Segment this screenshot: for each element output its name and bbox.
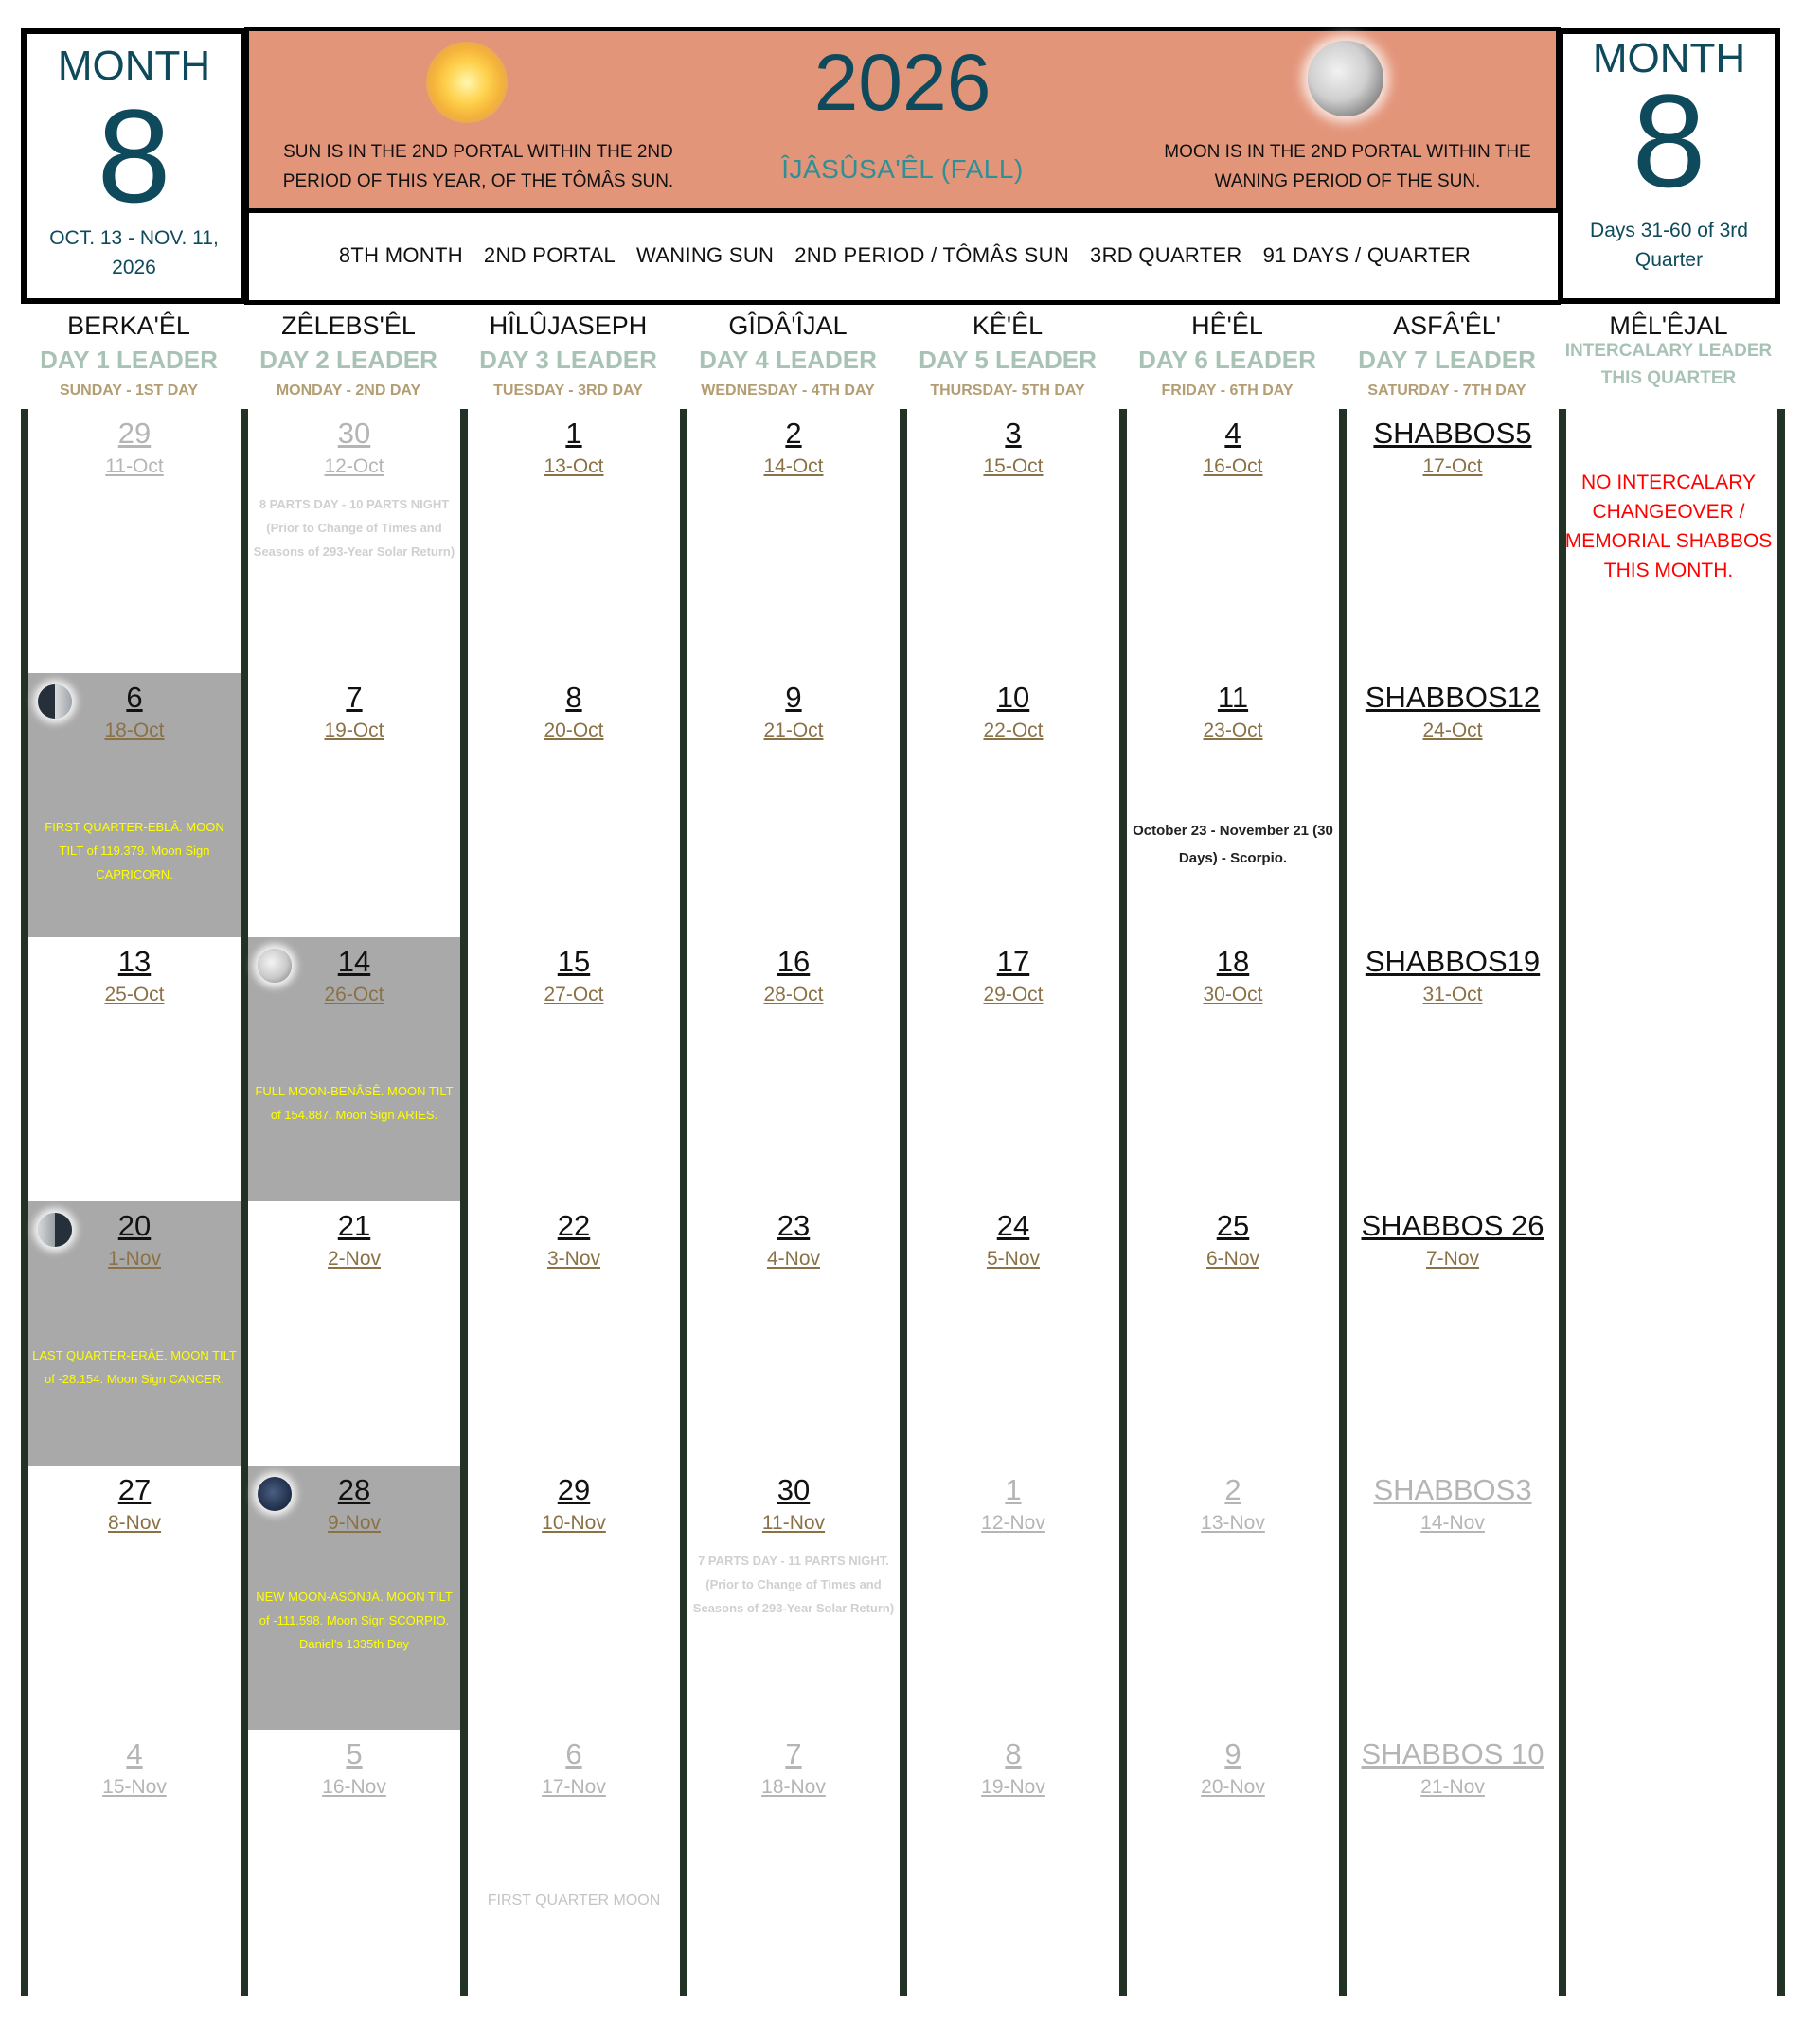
day-name: HÎLÛJASEPH [489,311,648,340]
day-cell[interactable] [907,937,1119,1201]
gregorian-date[interactable]: 20-Oct [544,720,604,741]
gregorian-date[interactable]: 22-Oct [983,720,1044,741]
day-cell[interactable] [248,937,460,1201]
month-info-row [244,210,1561,305]
day-number[interactable]: 8 [565,681,582,714]
day-note: FIRST QUARTER-EBLÂ. MOON TILT of 119.379. Moon Sign CAPRICORN. [45,820,224,881]
day-cell[interactable] [28,1466,241,1730]
gregorian-date[interactable]: 25-Oct [104,984,165,1005]
gregorian-date[interactable]: 14-Nov [1420,1512,1485,1534]
gregorian-date[interactable]: 4-Nov [766,1248,821,1270]
day-number[interactable]: 11 [1217,681,1249,714]
day-leader: DAY 7 LEADER [1358,346,1536,374]
gregorian-date[interactable]: 8-Nov [107,1512,162,1534]
gregorian-date[interactable]: 12-Nov [981,1512,1045,1534]
day-cell[interactable] [468,1201,680,1466]
day-note: LAST QUARTER-ERÂE. MOON TILT of -28.154. Moon Sign CANCER. [32,1348,237,1386]
day-number[interactable]: 16 [777,945,811,978]
month-date-range: OCT. 13 - NOV. 11, 2026 [49,227,219,278]
column-divider [680,409,687,1996]
day-cell[interactable] [248,1201,460,1466]
day-number[interactable]: 4 [1224,417,1241,450]
gregorian-date[interactable]: 16-Nov [322,1776,386,1798]
sun-portal-text: SUN IS IN THE 2ND PORTAL WITHIN THE 2ND PERIOD OF THIS YEAR, OF THE TÔMÂS SUN. [282,142,674,191]
day-number[interactable]: SHABBOS5 [1373,417,1532,450]
gregorian-date[interactable]: 19-Nov [981,1776,1045,1798]
day-number[interactable]: 2 [1224,1473,1241,1506]
day-header [678,309,898,405]
day-cell[interactable] [907,1466,1119,1730]
day-note: FIRST QUARTER MOON [487,1893,661,1909]
day-number[interactable]: 23 [777,1209,811,1242]
day-number[interactable]: 10 [996,681,1030,714]
day-leader: DAY 3 LEADER [479,346,657,374]
day-leader: DAY 2 LEADER [259,346,437,374]
gregorian-date[interactable]: 24-Oct [1422,720,1483,741]
day-number[interactable]: 14 [337,945,371,978]
day-cell[interactable] [248,409,460,673]
day-cell[interactable] [1127,937,1339,1201]
info-month: 8TH MONTH [338,242,463,267]
gregorian-date[interactable]: 17-Nov [542,1776,606,1798]
day-cell[interactable] [1127,1201,1339,1466]
gregorian-date[interactable]: 9-Nov [327,1512,382,1534]
day-cell[interactable] [248,673,460,937]
gregorian-date[interactable]: 11-Oct [105,455,164,477]
day-number[interactable]: SHABBOS3 [1373,1473,1532,1506]
month-label: MONTH [57,43,211,89]
day-leader: DAY 4 LEADER [699,346,877,374]
day-cell[interactable] [28,1730,241,1994]
intercalary-note: NO INTERCALARY CHANGEOVER / MEMORIAL SHABBOS THIS MONTH. [1564,471,1773,581]
day-number[interactable]: 18 [1216,945,1250,978]
day-cell[interactable] [1347,1466,1559,1730]
day-number[interactable]: 29 [557,1473,591,1506]
day-note: FULL MOON-BENÂSÊ. MOON TILT of 154.887. Moon Sign ARIES. [255,1084,454,1122]
gregorian-date[interactable]: 16-Oct [1203,455,1263,477]
day-cell[interactable] [468,673,680,937]
last-quarter-moon-icon [38,1213,72,1247]
month-number: 8 [97,81,171,230]
day-leader: DAY 5 LEADER [919,346,1097,374]
day-number[interactable]: 20 [117,1209,152,1242]
season-label: ÎJÂSÛSA'ÊL (FALL) [781,154,1024,184]
day-number[interactable]: 22 [557,1209,591,1242]
intercalary-leader-text: INTERCALARY LEADER THIS QUARTER [1564,341,1773,388]
month-label: MONTH [1592,35,1746,81]
day-cell[interactable] [1347,937,1559,1201]
year-title: 2026 [813,38,991,127]
day-number[interactable]: 6 [126,681,143,714]
gregorian-date[interactable]: 13-Oct [544,455,604,477]
day-cell[interactable] [28,409,241,673]
day-number[interactable]: 29 [117,417,152,450]
day-leader: DAY 6 LEADER [1138,346,1316,374]
day-name: HÊ'ÊL [1191,311,1263,340]
day-cell[interactable] [907,409,1119,673]
gregorian-date[interactable]: 20-Nov [1201,1776,1265,1798]
gregorian-date[interactable]: 1-Nov [107,1248,162,1270]
day-number[interactable]: 5 [346,1737,363,1770]
day-leader: DAY 1 LEADER [40,346,218,374]
day-number[interactable]: 3 [1005,417,1022,450]
gregorian-date[interactable]: 15-Oct [983,455,1044,477]
day-cell[interactable] [687,673,900,937]
day-cell[interactable] [1347,673,1559,937]
gregorian-date[interactable]: 7-Nov [1425,1248,1480,1270]
info-days-per-quarter: 91 DAYS / QUARTER [1262,242,1472,267]
day-weekday: FRIDAY - 6TH DAY [1161,382,1294,399]
column-divider [1777,409,1785,1996]
gregorian-date[interactable]: 2-Nov [327,1248,382,1270]
gregorian-date[interactable]: 23-Oct [1203,720,1263,741]
column-divider [460,409,468,1996]
day-cell[interactable] [28,673,241,937]
info-portal: 2ND PORTAL [483,242,616,267]
day-number[interactable]: 21 [337,1209,371,1242]
day-cell[interactable] [1347,1730,1559,1994]
info-sun-phase: WANING SUN [636,242,775,267]
gregorian-date[interactable]: 17-Oct [1422,455,1483,477]
day-number[interactable]: 28 [337,1473,371,1506]
gregorian-date[interactable]: 18-Oct [104,720,165,741]
first-quarter-moon-icon [38,684,72,719]
day-weekday: TUESDAY - 3RD DAY [493,382,643,399]
month-box-right [1558,28,1780,304]
day-cell[interactable] [687,937,900,1201]
day-header [898,309,1117,405]
gregorian-date[interactable]: 18-Nov [761,1776,826,1798]
column-divider [1559,409,1566,1996]
gregorian-date[interactable]: 29-Oct [983,984,1044,1005]
day-weekday: MONDAY - 2ND DAY [276,382,421,399]
gregorian-date[interactable]: 5-Nov [986,1248,1041,1270]
day-cell[interactable] [1347,1201,1559,1466]
day-number[interactable]: 4 [126,1737,143,1770]
gregorian-date[interactable]: 3-Nov [546,1248,601,1270]
day-weekday: SUNDAY - 1ST DAY [59,382,199,399]
gregorian-date[interactable]: 14-Oct [763,455,824,477]
day-number[interactable]: SHABBOS19 [1365,945,1541,978]
gregorian-date[interactable]: 6-Nov [1205,1248,1260,1270]
info-period: 2ND PERIOD / TÔMÂS SUN [794,242,1070,267]
quarter-days-range: Days 31-60 of 3rd Quarter [1590,220,1748,271]
day-number[interactable]: 7 [346,681,363,714]
moon-portal-text: MOON IS IN THE 2ND PORTAL WITHIN THE WANING PERIOD OF THE SUN. [1164,142,1531,191]
day-number[interactable]: 1 [1005,1473,1022,1506]
day-cell[interactable] [248,1466,460,1730]
full-moon-icon [258,949,292,983]
day-cell[interactable] [687,1730,900,1994]
day-number[interactable]: 8 [1005,1737,1022,1770]
gregorian-date[interactable]: 21-Nov [1420,1776,1485,1798]
day-cell[interactable] [1127,1730,1339,1994]
day-cell[interactable] [1127,1466,1339,1730]
day-number[interactable]: 30 [337,417,371,450]
day-number[interactable]: 13 [117,945,152,978]
day-number[interactable]: 24 [996,1209,1030,1242]
day-number[interactable]: 1 [565,417,582,450]
day-name: GÎDÂ'ÎJAL [728,311,848,340]
day-number[interactable]: 9 [785,681,802,714]
gregorian-date[interactable]: 21-Oct [763,720,824,741]
day-cell[interactable] [468,937,680,1201]
intercalary-name: MÊL'ÊJAL [1609,311,1728,340]
day-header [1337,309,1557,405]
day-number[interactable]: 15 [557,945,591,978]
day-cell[interactable] [248,1730,460,1994]
day-weekday: WEDNESDAY - 4TH DAY [701,382,875,399]
day-note: October 23 - November 21 (30 Days) - Scorpio. [1133,823,1333,866]
day-name: BERKA'ÊL [67,311,190,340]
gregorian-date[interactable]: 30-Oct [1203,984,1263,1005]
column-divider [21,409,28,1996]
day-cell[interactable] [468,409,680,673]
day-note: NEW MOON-ASÔNJÂ. MOON TILT of -111.598. Moon Sign SCORPIO. Daniel's 1335th Day [256,1590,453,1651]
day-note: 7 PARTS DAY - 11 PARTS NIGHT. (Prior to Change of Times and Seasons of 293-Year Solar Return) [692,1554,895,1615]
gregorian-date[interactable]: 26-Oct [324,984,384,1005]
day-number[interactable]: 9 [1224,1737,1241,1770]
day-cell[interactable] [468,1466,680,1730]
day-cell[interactable] [1347,409,1559,673]
new-moon-icon [258,1477,292,1511]
gregorian-date[interactable]: 19-Oct [324,720,384,741]
gregorian-date[interactable]: 10-Nov [542,1512,606,1534]
gregorian-date[interactable]: 12-Oct [324,455,384,477]
day-number[interactable]: 17 [996,945,1030,978]
gregorian-date[interactable]: 27-Oct [544,984,604,1005]
day-cell[interactable] [907,673,1119,937]
day-note: 8 PARTS DAY - 10 PARTS NIGHT (Prior to Change of Times and Seasons of 293-Year Solar Return) [253,497,455,559]
day-header [19,309,239,405]
day-name: ZÊLEBS'ÊL [281,311,416,340]
gregorian-date[interactable]: 11-Nov [761,1512,826,1534]
day-name: KÊ'ÊL [972,311,1044,340]
day-header [1117,309,1337,405]
day-number[interactable]: 30 [777,1473,811,1506]
month-box-left [21,28,247,304]
day-cell[interactable] [28,937,241,1201]
month-number: 8 [1632,66,1706,215]
column-divider [241,409,248,1996]
day-number[interactable]: SHABBOS 10 [1361,1737,1544,1770]
intercalary-header [1562,309,1775,398]
day-number[interactable]: 7 [785,1737,802,1770]
day-cell[interactable] [687,1201,900,1466]
day-number[interactable]: SHABBOS 26 [1361,1209,1544,1242]
column-divider [1119,409,1127,1996]
day-name: ASFÂ'ÊL' [1393,311,1501,340]
info-quarter: 3RD QUARTER [1090,242,1242,267]
day-number[interactable]: 2 [785,417,802,450]
day-cell[interactable] [28,1201,241,1466]
gregorian-date[interactable]: 15-Nov [102,1776,167,1798]
header-banner [244,27,1561,213]
day-cell[interactable] [1127,673,1339,937]
gregorian-date[interactable]: 31-Oct [1422,984,1483,1005]
column-divider [900,409,907,1996]
day-cell[interactable] [907,1730,1119,1994]
day-cell[interactable] [687,1466,900,1730]
gregorian-date[interactable]: 13-Nov [1201,1512,1265,1534]
column-divider [1339,409,1347,1996]
day-cell[interactable] [687,409,900,673]
day-cell[interactable] [1127,409,1339,673]
day-number[interactable]: 6 [565,1737,582,1770]
day-cell[interactable] [468,1730,680,1994]
day-number[interactable]: 27 [117,1473,152,1506]
day-header [458,309,678,405]
day-weekday: THURSDAY- 5TH DAY [930,382,1085,399]
day-number[interactable]: 25 [1216,1209,1250,1242]
day-number[interactable]: SHABBOS12 [1365,681,1541,714]
day-weekday: SATURDAY - 7TH DAY [1367,382,1526,399]
day-cell[interactable] [907,1201,1119,1466]
gregorian-date[interactable]: 28-Oct [763,984,824,1005]
day-header [239,309,458,405]
